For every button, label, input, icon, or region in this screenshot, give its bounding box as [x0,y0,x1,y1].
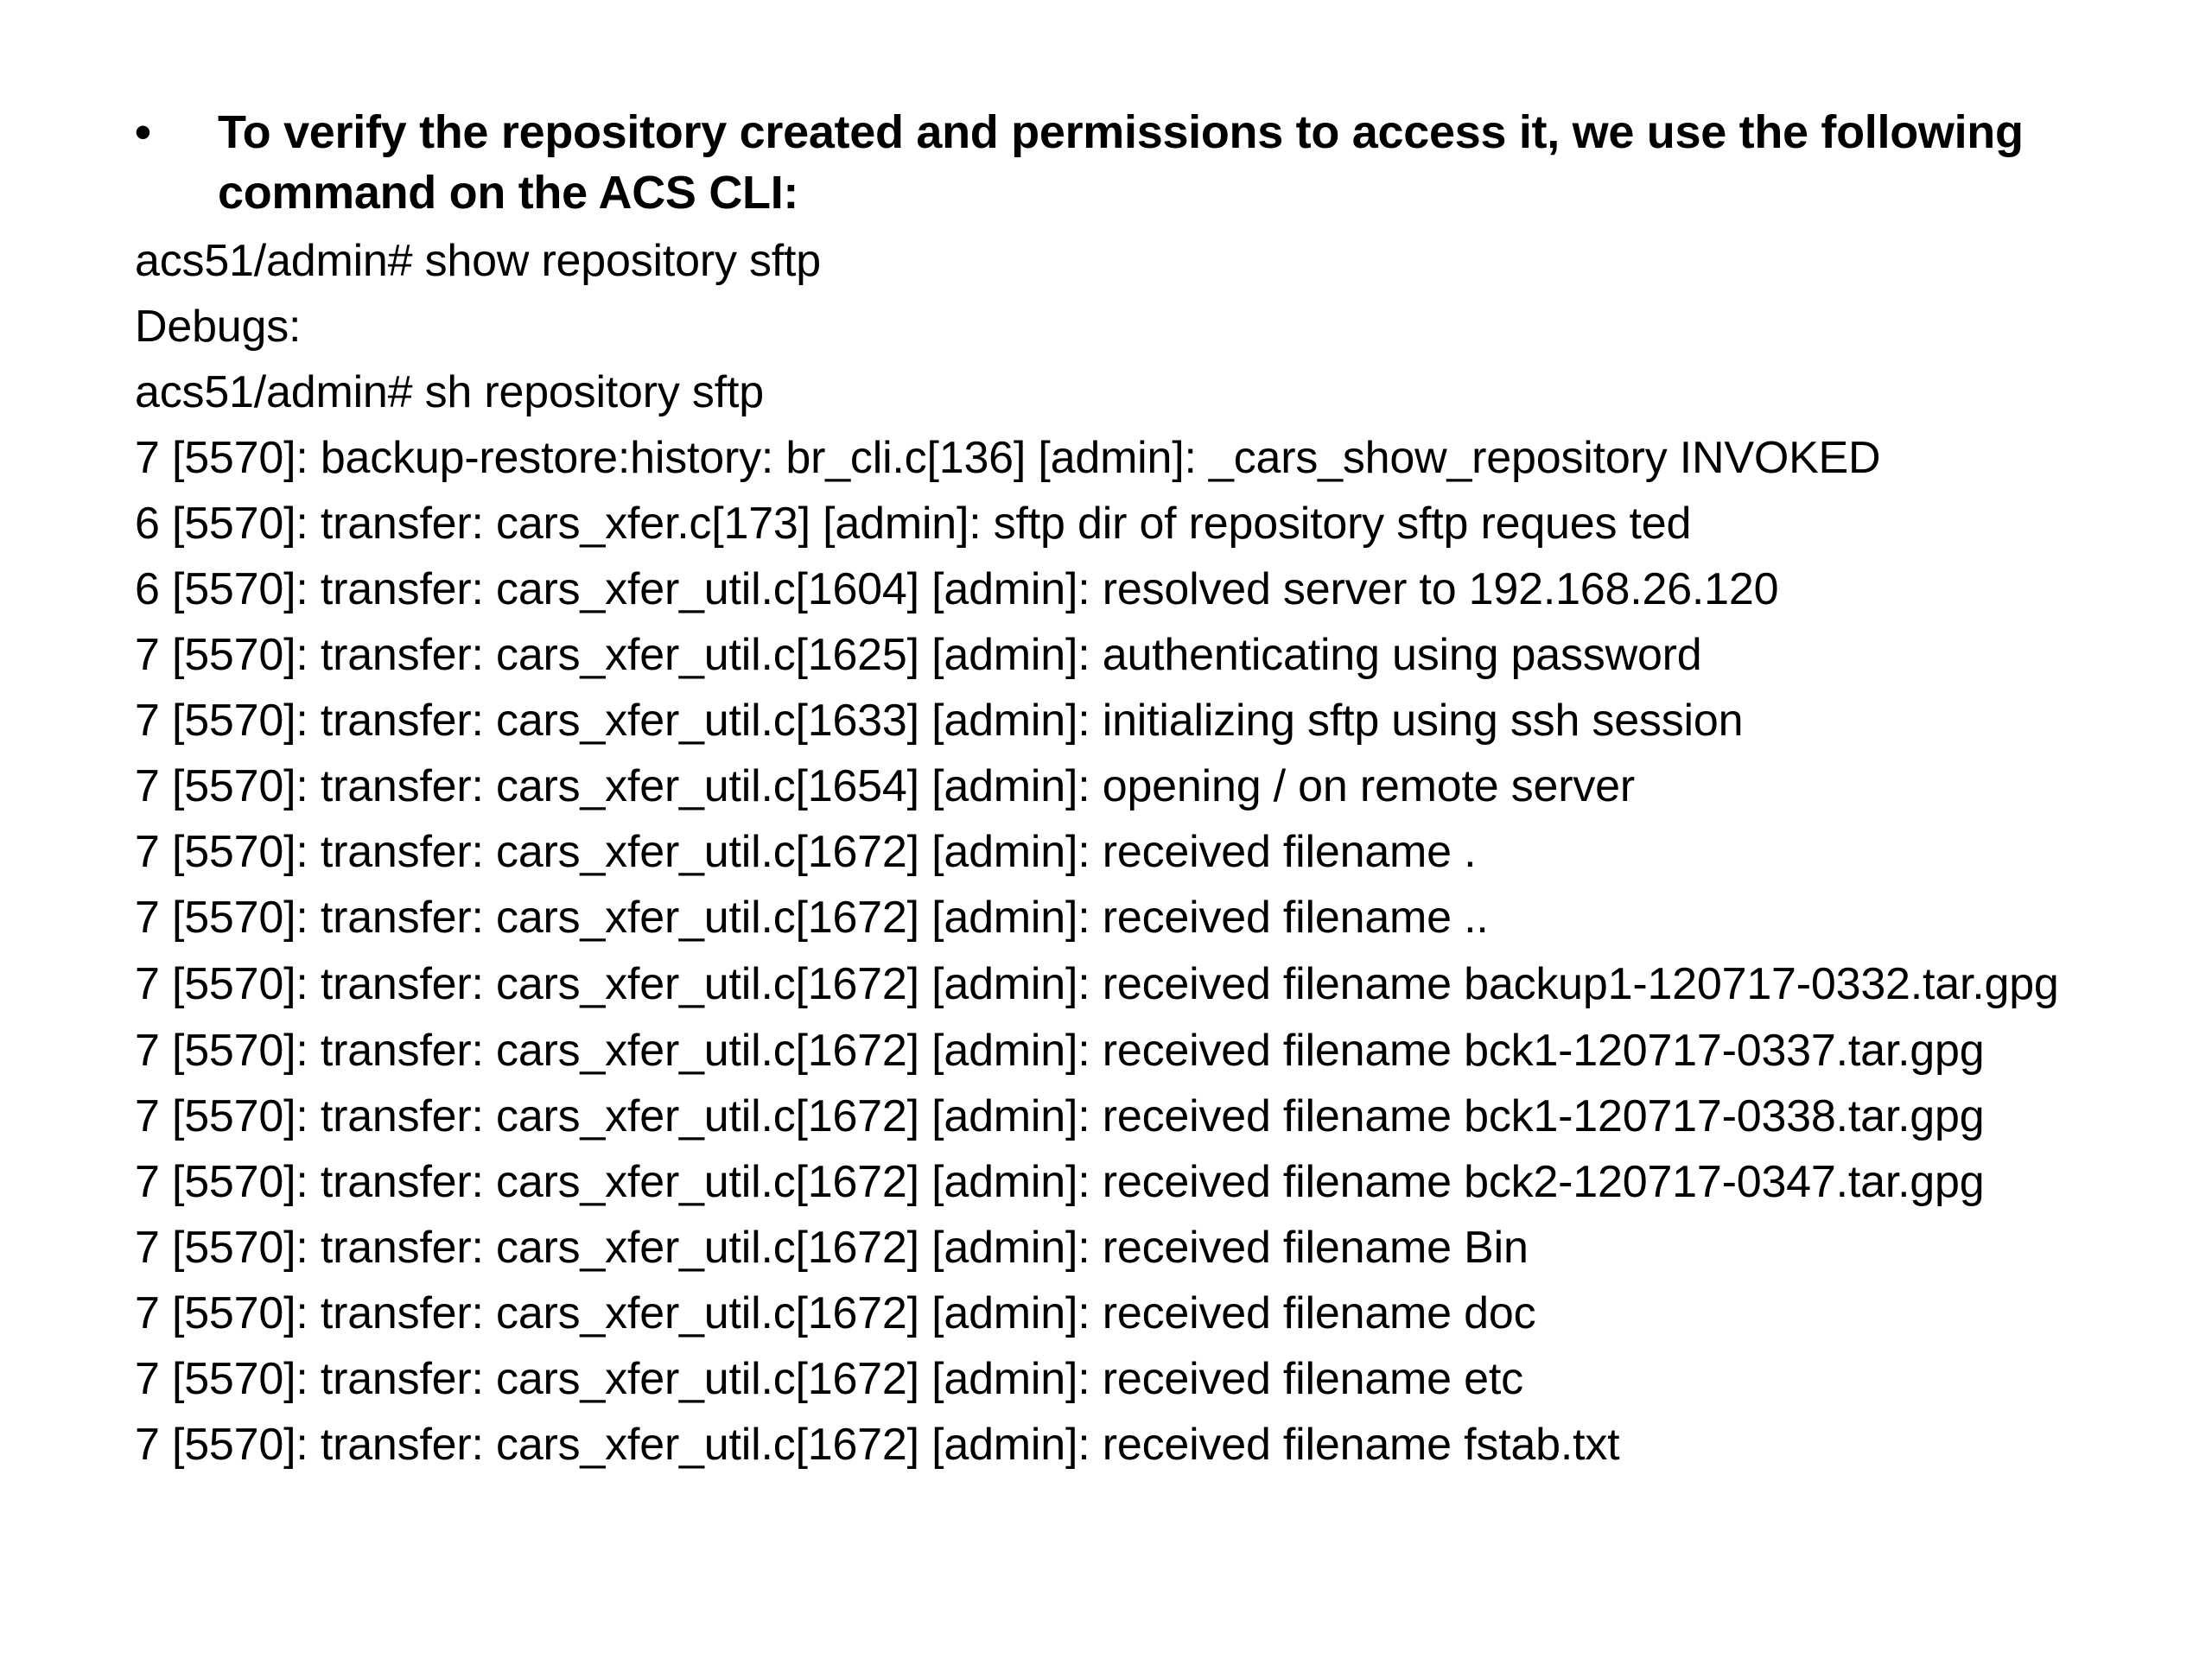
bullet-icon: • [135,106,151,158]
log-line: 6 [5570]: transfer: cars_xfer_util.c[1604] [admin]: resolved server to 192.168.26.120 [135,564,1779,614]
log-line: 7 [5570]: transfer: cars_xfer_util.c[1672] [admin]: received filename doc [135,1288,1536,1338]
log-line: 7 [5570]: transfer: cars_xfer_util.c[1672] [admin]: received filename bck1-120717-0337.tar.gpg [135,1026,1985,1076]
log-line: 6 [5570]: transfer: cars_xfer.c[173] [admin]: sftp dir of repository sftp reques ted [135,499,1692,549]
log-line: 7 [5570]: transfer: cars_xfer_util.c[1672] [admin]: received filename backup1-120717-0332.tar.gpg [135,959,2059,1009]
slide-content [135,102,2122,1478]
cli-command-line: acs51/admin# show repository sftp [135,236,822,286]
log-line: 7 [5570]: transfer: cars_xfer_util.c[1672] [admin]: received filename . [135,827,1477,877]
log-line: 7 [5570]: backup-restore:history: br_cli.c[136] [admin]: _cars_show_repository INVOKED [135,433,1881,483]
log-line: 7 [5570]: transfer: cars_xfer_util.c[1672] [admin]: received filename .. [135,893,1489,943]
log-line: 7 [5570]: transfer: cars_xfer_util.c[1672] [admin]: received filename bck2-120717-0347.tar.gpg [135,1157,1985,1207]
log-line: 7 [5570]: transfer: cars_xfer_util.c[1672] [admin]: received filename fstab.txt [135,1420,1620,1470]
log-line: 7 [5570]: transfer: cars_xfer_util.c[1654] [admin]: opening / on remote server [135,761,1635,811]
log-line: 7 [5570]: transfer: cars_xfer_util.c[1672] [admin]: received filename bck1-120717-0338.tar.gpg [135,1091,1985,1141]
bullet-text: To verify the repository created and permissions to access it, we use the following command on the ACS CLI: [218,106,2024,219]
cli-output [135,228,2122,1478]
log-line: 7 [5570]: transfer: cars_xfer_util.c[1633] [admin]: initializing sftp using ssh session [135,696,1744,746]
log-line: 7 [5570]: transfer: cars_xfer_util.c[1672] [admin]: received filename etc [135,1354,1523,1404]
debugs-label: Debugs: [135,302,302,352]
cli-command-line: acs51/admin# sh repository sftp [135,367,764,417]
log-line: 7 [5570]: transfer: cars_xfer_util.c[1672] [admin]: received filename Bin [135,1223,1529,1273]
bullet-point [135,102,2122,223]
log-line: 7 [5570]: transfer: cars_xfer_util.c[1625] [admin]: authenticating using password [135,630,1702,680]
